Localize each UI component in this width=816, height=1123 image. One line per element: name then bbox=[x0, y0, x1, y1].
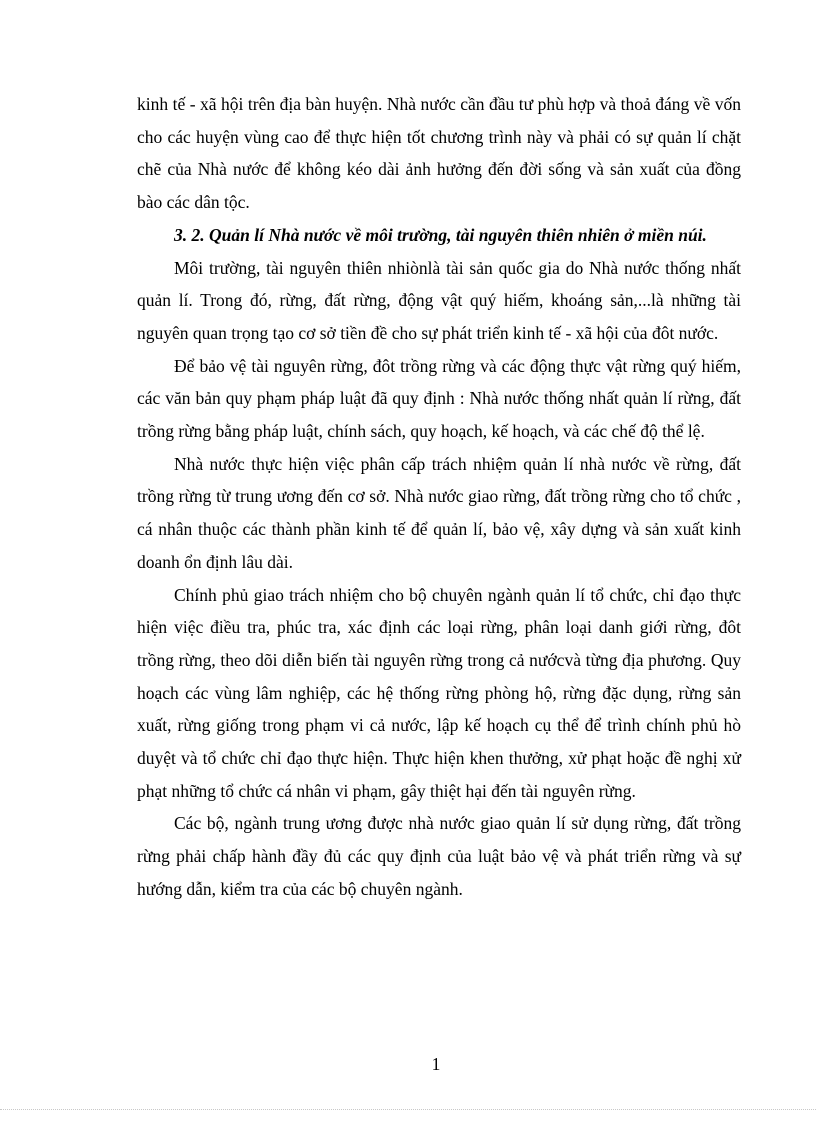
paragraph-environment-resources: Môi trường, tài nguyên thiên nhiònlà tài sản quốc gia do Nhà nước thống nhất quản lí. Trong đó, rừng, đất rừng, động vật quý hiếm, khoáng sản,...là những tài nguyên quan trọng tạo cơ sở tiền đề cho sự phát triển kinh tế - xã hội của đôt nước. bbox=[137, 257, 741, 343]
paragraph-ministries: Các bộ, ngành trung ương được nhà nước giao quản lí sử dụng rừng, đất trồng rừng phải chấp hành đầy đủ các quy định của luật bảo vệ và phát triển rừng và sự hướng dẫn, kiểm tra của các bộ chuyên ngành. bbox=[137, 813, 741, 899]
paragraph-continuation: kinh tế - xã hội trên địa bàn huyện. Nhà nước cần đầu tư phù hợp và thoả đáng về vốn cho các huyện vùng cao để thực hiện tốt chương trình này và phải có sự quản lí chặt chẽ của Nhà nước để không kéo dài ảnh hưởng đến đời sống và sản xuất của đồng bào các dân tộc. bbox=[137, 94, 741, 213]
page-number: 1 bbox=[431, 1054, 441, 1074]
paragraph-decentralization: Nhà nước thực hiện việc phân cấp trách nhiệm quản lí nhà nước về rừng, đất trồng rừng từ trung ương đến cơ sở. Nhà nước giao rừng, đất trồng rừng cho tổ chức , cá nhân thuộc các thành phần kinh tế để quản lí, bảo vệ, xây dựng và sản xuất kinh doanh ổn định lâu dài. bbox=[137, 453, 741, 572]
paragraph-government-responsibility: Chính phủ giao trách nhiệm cho bộ chuyên ngành quản lí tổ chức, chỉ đạo thực hiện việc điều tra, phúc tra, xác định các loại rừng, phân loại danh giới rừng, đôt trồng rừng, theo dõi diễn biến tài nguyên rừng trong cả nướcvà từng địa phương. Quy hoạch các vùng lâm nghiệp, các hệ thống rừng phòng hộ, rừng đặc dụng, rừng sản xuất, rừng giống trong phạm vi cả nước, lập kế hoạch cụ thể để trình chính phủ hò duyệt và tổ chức chỉ đạo thực hiện. Thực hiện khen thưởng, xử phạt hoặc đề nghị xử phạt những tổ chức cá nhân vi phạm, gây thiệt hại đến tài nguyên rừng. bbox=[137, 584, 741, 801]
page-body bbox=[137, 88, 741, 906]
page-bottom-edge bbox=[0, 1109, 816, 1110]
paragraph-forest-protection: Để bảo vệ tài nguyên rừng, đôt trồng rừng và các động thực vật rừng quý hiếm, các văn bản quy phạm pháp luật đã quy định : Nhà nước thống nhất quản lí rừng, đất trồng rừng bằng pháp luật, chính sách, quy hoạch, kế hoạch, và các chế độ thể lệ. bbox=[137, 355, 741, 442]
section-heading-3-2: 3. 2. Quản lí Nhà nước về môi trường, tài nguyên thiên nhiên ở miền núi. bbox=[174, 224, 707, 245]
